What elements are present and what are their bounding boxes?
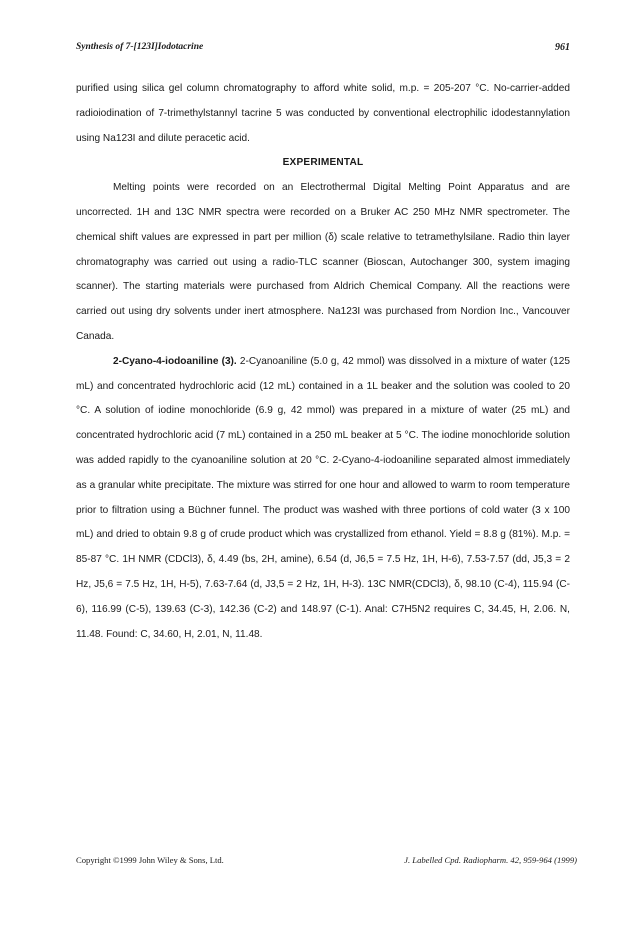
page-footer: [76, 855, 577, 869]
running-title: Synthesis of 7-[123I]Iodotacrine: [76, 42, 204, 52]
compound-paragraph: [76, 350, 570, 648]
page-header: [76, 42, 570, 58]
copyright-notice: Copyright ©1999 John Wiley & Sons, Ltd.: [76, 855, 224, 865]
journal-citation: J. Labelled Cpd. Radiopharm. 42, 959-964 (1999): [404, 855, 577, 865]
general-methods-paragraph: Melting points were recorded on an Electrothermal Digital Melting Point Apparatus and are uncorrected. 1H and 13C NMR spectra were recorded on a Bruker AC 250 MHz NMR spectrometer. The chemical shift values are expressed in part per million (δ) scale relative to tetramethylsilane. Radio thin layer chromatography was carried out using a radio-TLC scanner (Bioscan, Autochanger 300, system imaging scanner). The starting materials were purchased from Aldrich Chemical Company. All the reactions were carried out using dry solvents under inert atmosphere. Na123I was purchased from Nordion Inc., Vancouver Canada.: [76, 182, 570, 342]
compound-procedure: 2-Cyanoaniline (5.0 g, 42 mmol) was dissolved in a mixture of water (125 mL) and concentrated hydrochloric acid (12 mL) contained in a 1L beaker and the solution was cooled to 20 °C. A solution of iodine monochloride (6.9 g, 42 mmol) was prepared in a mixture of water (25 mL) and concentrated hydrochloric acid (7 mL) contained in a 250 mL beaker at 5 °C. The iodine monochloride solution was added rapidly to the cyanoaniline solution at 20 °C. 2-Cyano-4-iodoaniline separated almost immediately as a granular white precipitate. The mixture was stirred for one hour and allowed to warm to room temperature prior to filtration using a Büchner funnel. The product was washed with three portions of cold water (3 x 100 mL) and dried to obtain 9.8 g of crude product which was crystallized from ethanol. Yield = 8.8 g (81%). M.p. = 85-87 °C. 1H NMR (CDCl3), δ, 4.49 (bs, 2H, amine), 6.54 (d, J6,5 = 7.5 Hz, 1H, H-6), 7.53-7.57 (dd, J5,3 = 2 Hz, J5,6 = 7.5 Hz, 1H, H-5), 7.63-7.64 (d, J3,5 = 2 Hz, 1H, H-3). 13C NMR(CDCl3), δ, 98.10 (C-4), 115.94 (C-6), 116.99 (C-5), 139.63 (C-3), 142.36 (C-2) and 148.97 (C-1). Anal: C7H5N2 requires C, 34.45, H, 2.06. N, 11.48. Found: C, 34.60, H, 2.01, N, 11.48.: [76, 355, 570, 640]
page-number: 961: [555, 42, 570, 53]
article-body: [76, 77, 570, 647]
compound-title: 2-Cyano-4-iodoaniline (3).: [113, 355, 237, 367]
intro-paragraph: purified using silica gel column chromatography to afford white solid, m.p. = 205-207 °C. No-carrier-added radioiodination of 7-trimethylstannyl tacrine 5 was conducted by conventional electrophilic idodestannylation using Na123I and dilute peracetic acid.: [76, 83, 570, 144]
experimental-heading: EXPERIMENTAL: [282, 157, 364, 169]
